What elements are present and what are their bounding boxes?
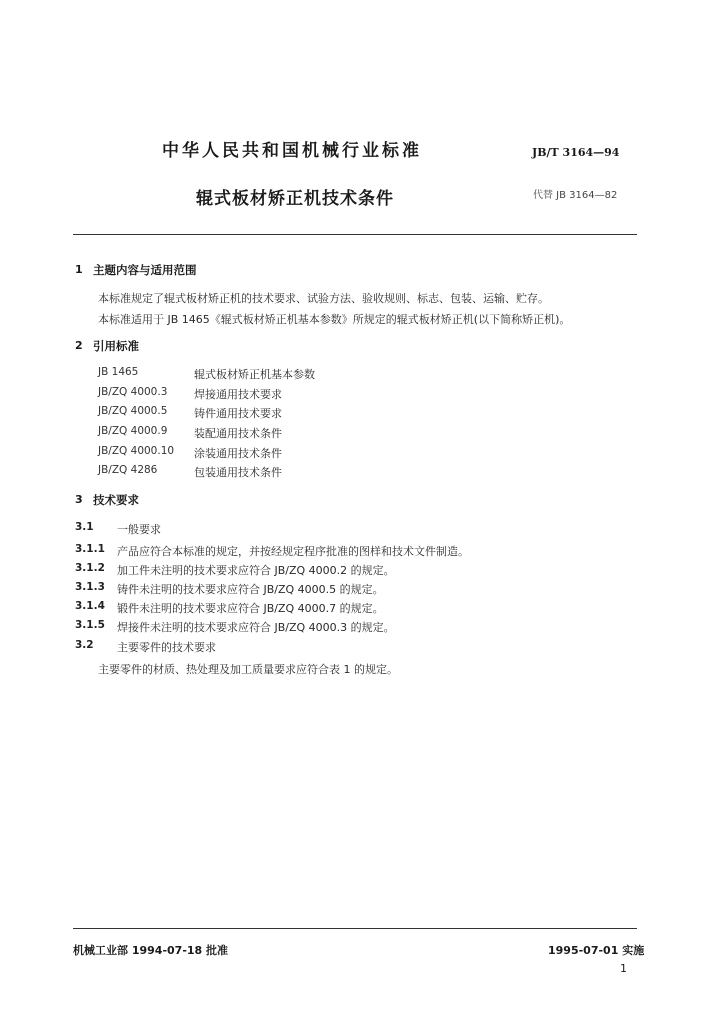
clause-number: 3.1.4: [75, 600, 105, 612]
page-number: 1: [620, 962, 627, 975]
clause-number: 3.1.1: [75, 543, 105, 555]
reference-code: JB/ZQ 4000.9: [98, 425, 168, 437]
clause-number: 3.1.2: [75, 562, 105, 574]
replaces-note: 代替 JB 3164—82: [533, 190, 618, 201]
section-1-number: 1: [75, 263, 83, 276]
approval-date: 机械工业部 1994-07-18 批准: [73, 944, 229, 957]
reference-title: 辊式板材矫正机基本参数: [194, 368, 315, 381]
clause-text: 铸件未注明的技术要求应符合 JB/ZQ 4000.5 的规定。: [117, 583, 384, 596]
clause-number: 3.1: [75, 521, 94, 533]
section-1-paragraph-1: 本标准规定了辊式板材矫正机的技术要求、试验方法、验收规则、标志、包装、运输、贮存。: [98, 292, 549, 305]
section-1-heading: 主题内容与适用范围: [93, 263, 197, 277]
clause-number: 3.2: [75, 639, 94, 651]
effective-date: 1995-07-01 实施: [548, 944, 645, 957]
clause-text: 产品应符合本标准的规定，并按经规定程序批准的图样和技术文件制造。: [117, 545, 469, 558]
section-3-paragraph: 主要零件的材质、热处理及加工质量要求应符合表 1 的规定。: [98, 663, 398, 676]
clause-text: 焊接件未注明的技术要求应符合 JB/ZQ 4000.3 的规定。: [117, 621, 395, 634]
reference-title: 包装通用技术条件: [194, 466, 282, 479]
section-2-number: 2: [75, 339, 83, 352]
header-divider: [73, 234, 637, 235]
reference-title: 涂装通用技术条件: [194, 447, 282, 460]
standard-category-title: 中华人民共和国机械行业标准: [162, 141, 422, 161]
reference-code: JB/ZQ 4000.5: [98, 405, 168, 417]
reference-code: JB/ZQ 4000.10: [98, 445, 175, 457]
reference-code: JB/ZQ 4000.3: [98, 386, 168, 398]
section-2-heading: 引用标准: [93, 339, 139, 353]
clause-text: 主要零件的技术要求: [117, 641, 216, 654]
clause-text: 锻件未注明的技术要求应符合 JB/ZQ 4000.7 的规定。: [117, 602, 384, 615]
reference-title: 装配通用技术条件: [194, 427, 282, 440]
document-title: 辊式板材矫正机技术条件: [196, 189, 394, 209]
clause-number: 3.1.3: [75, 581, 105, 593]
clause-text: 一般要求: [117, 523, 161, 536]
clause-text: 加工件未注明的技术要求应符合 JB/ZQ 4000.2 的规定。: [117, 564, 395, 577]
clause-number: 3.1.5: [75, 619, 105, 631]
section-1-paragraph-2: 本标准适用于 JB 1465《辊式板材矫正机基本参数》所规定的辊式板材矫正机(以下简称矫正机)。: [98, 313, 571, 326]
standard-code: JB/T 3164—94: [532, 146, 620, 159]
reference-title: 焊接通用技术要求: [194, 388, 282, 401]
reference-title: 铸件通用技术要求: [194, 407, 282, 420]
section-3-number: 3: [75, 493, 83, 506]
reference-code: JB 1465: [98, 366, 139, 378]
footer-divider: [73, 928, 637, 929]
reference-code: JB/ZQ 4286: [98, 464, 158, 476]
section-3-heading: 技术要求: [93, 493, 139, 507]
